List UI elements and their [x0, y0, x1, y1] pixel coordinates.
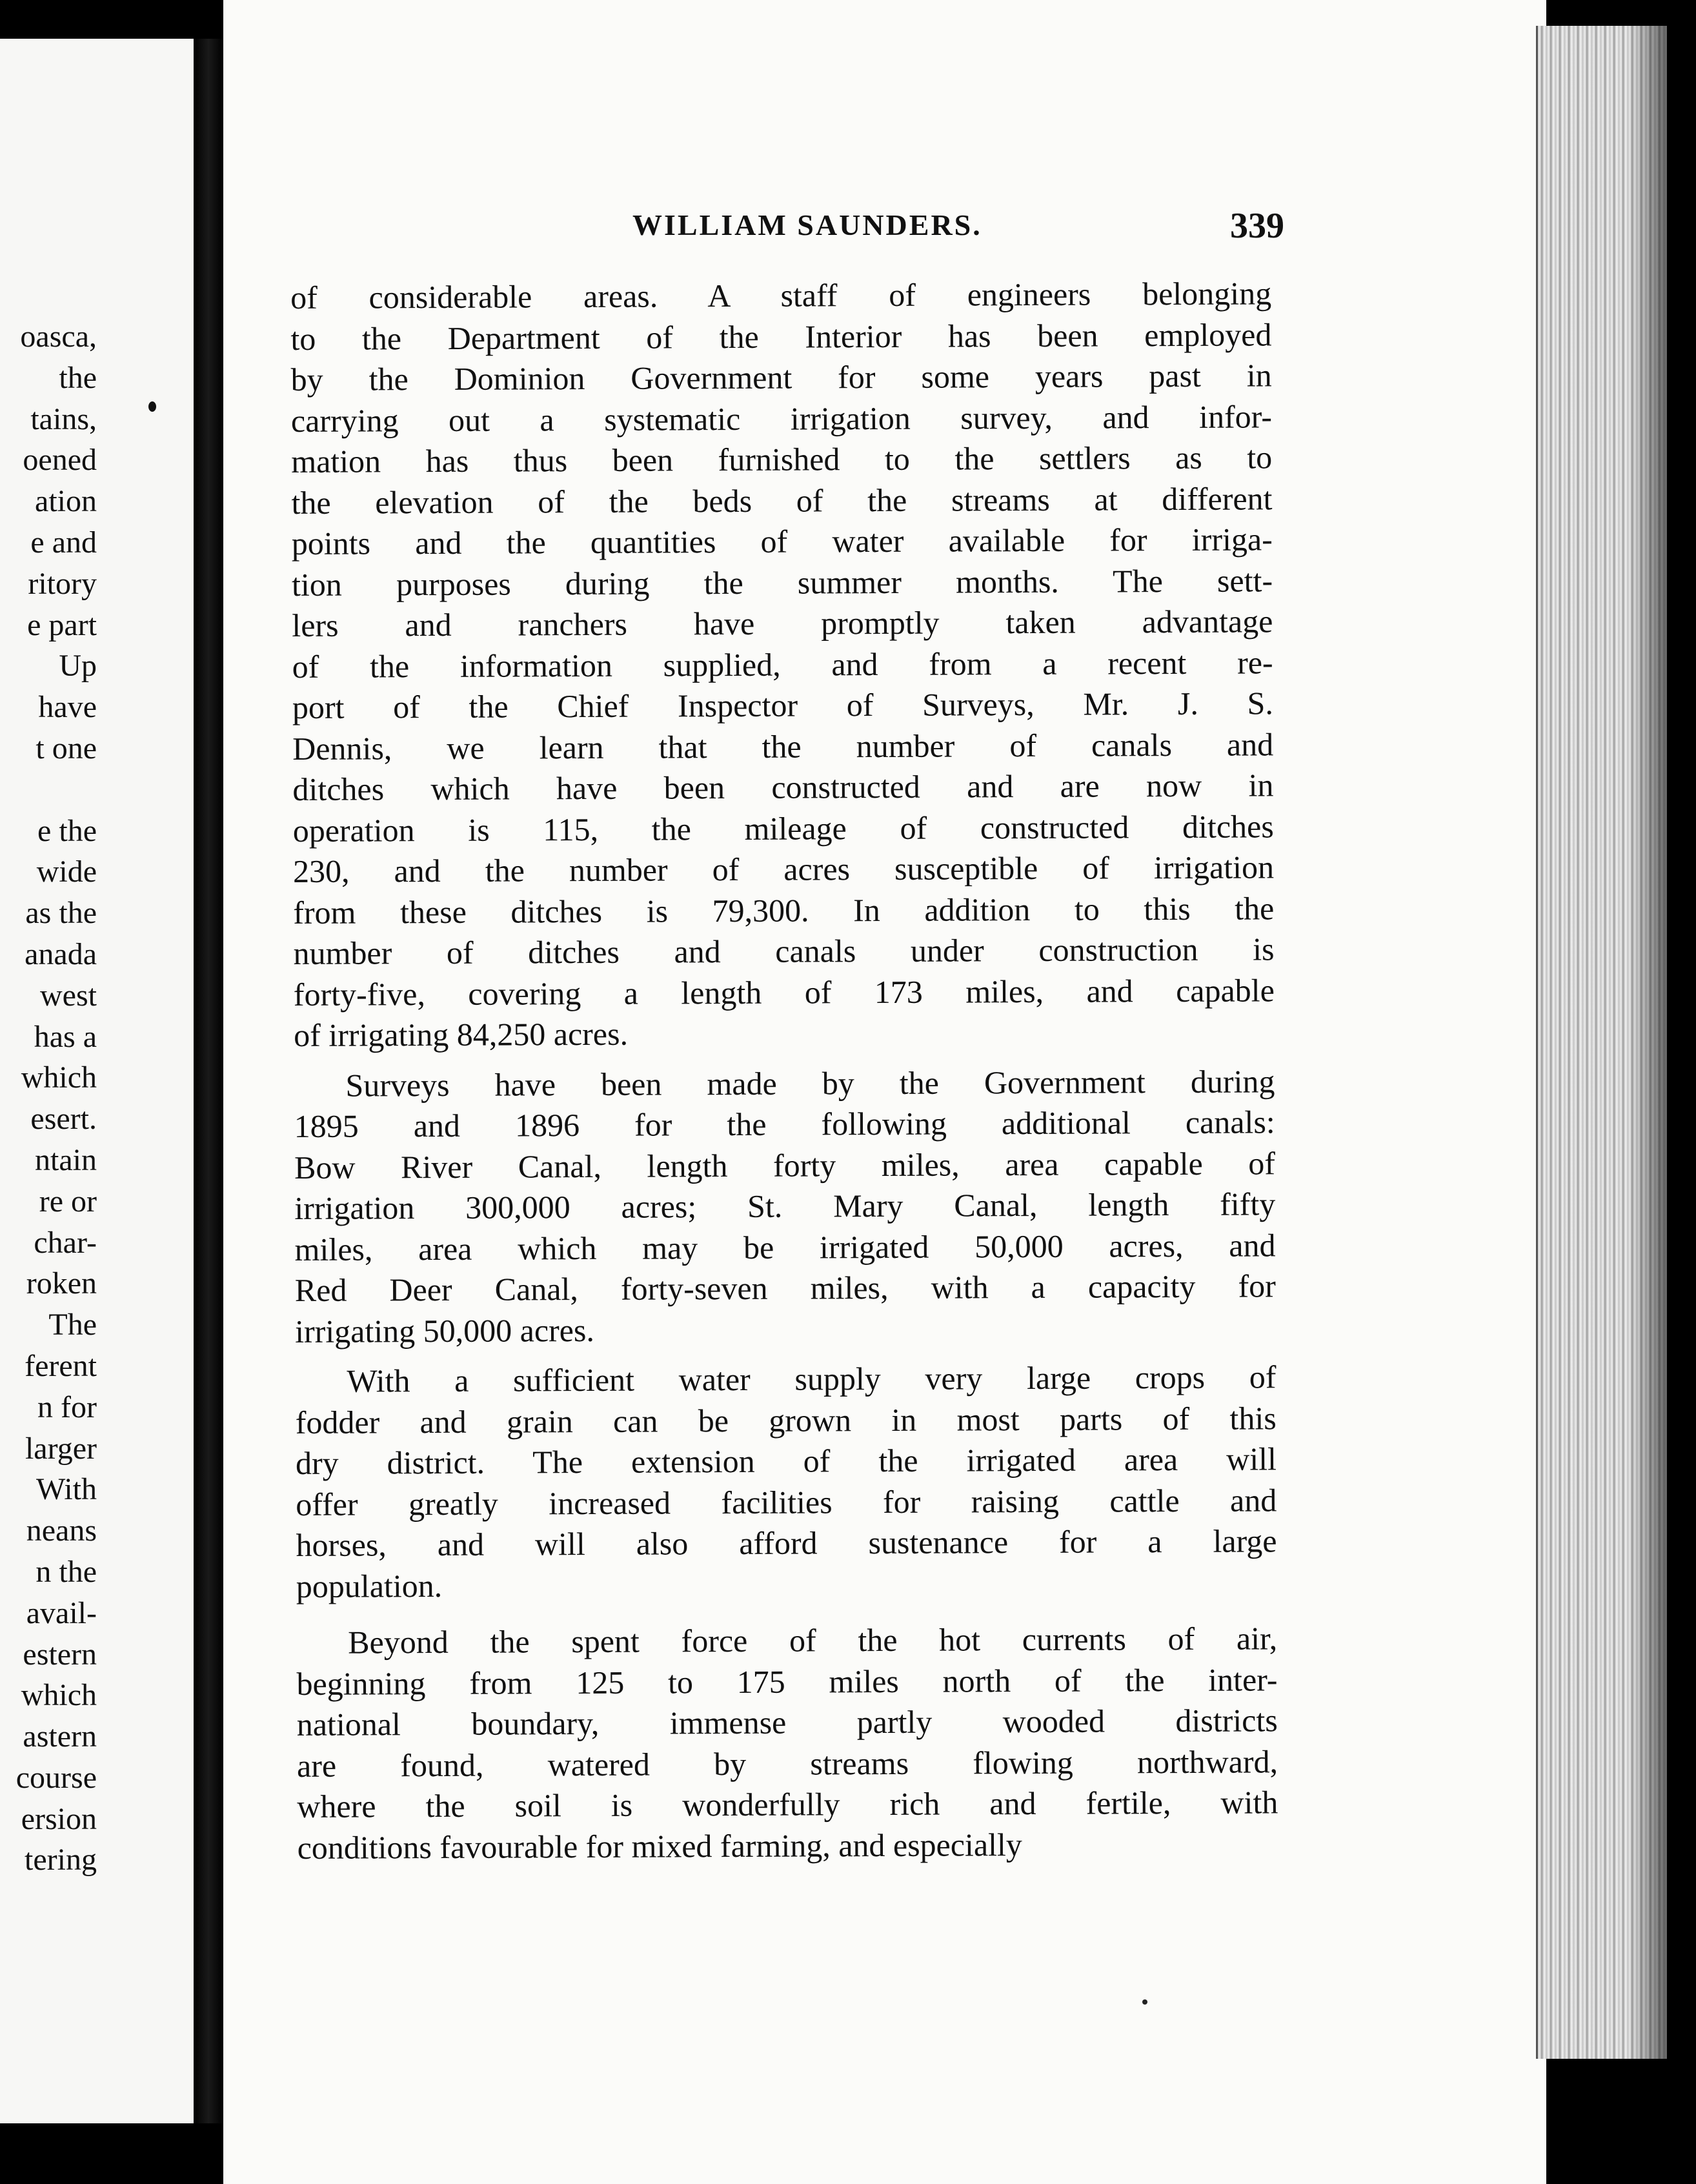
left-page-line: e and — [30, 525, 97, 560]
text-line: where the soil is wonderfully rich and fertile, with — [297, 1784, 1278, 1825]
paragraph — [290, 273, 1275, 1056]
left-page-line: char- — [34, 1225, 97, 1260]
left-page-line: neans — [26, 1513, 97, 1548]
left-page-line: roken — [26, 1266, 97, 1301]
text-line: dry district. The extension of the irrigated area will — [295, 1441, 1277, 1481]
left-page-line: e part — [27, 607, 97, 642]
text-line: to the Department of the Interior has been employed — [290, 316, 1272, 357]
left-page-line: oened — [23, 443, 97, 478]
left-page-line: ritory — [28, 566, 97, 601]
left-page-line: wide — [36, 854, 97, 889]
left-page-line: t one — [35, 731, 97, 765]
left-page-line: has a — [34, 1019, 97, 1054]
left-page-line: The — [48, 1308, 97, 1342]
left-page-line: tering — [25, 1843, 97, 1877]
text-line: Dennis, we learn that the number of canals and — [292, 725, 1274, 767]
text-line: Bow River Canal, length forty miles, area capable of — [294, 1144, 1276, 1186]
text-line: forty-five, covering a length of 173 miles, and capable — [293, 971, 1275, 1013]
text-line: national boundary, immense partly wooded districts — [296, 1702, 1278, 1743]
running-head — [407, 208, 1284, 253]
paragraph — [296, 1618, 1278, 1868]
text-line: tion purposes during the summer months. The sett- — [291, 561, 1273, 603]
text-line: from these ditches is 79,300. In addition to this the — [293, 889, 1275, 931]
text-line: irrigating 50,000 acres. — [295, 1311, 594, 1350]
left-page-line: ntain — [35, 1142, 97, 1177]
text-line: Surveys have been made by the Government during — [345, 1062, 1275, 1104]
left-page-line: n the — [35, 1554, 97, 1589]
left-page-line: Up — [59, 649, 97, 683]
text-line: conditions favourable for mixed farming, and especially — [297, 1826, 1022, 1866]
text-line: of the information supplied, and from a recent re- — [292, 643, 1273, 685]
left-page-line: ferent — [25, 1348, 97, 1383]
left-page-line: larger — [25, 1431, 97, 1466]
text-line: are found, watered by streams flowing northward, — [296, 1743, 1278, 1784]
left-page-line — [0, 769, 97, 811]
text-line: the elevation of the beds of the streams at different — [291, 480, 1273, 521]
text-line: irrigation 300,000 acres; St. Mary Canal, length fifty — [294, 1186, 1276, 1226]
margin-speck — [148, 401, 156, 412]
left-page-line: have — [38, 690, 97, 725]
text-line: beginning from 125 to 175 miles north of the inter- — [296, 1661, 1278, 1702]
text-line: fodder and grain can be grown in most parts of this — [295, 1399, 1277, 1441]
left-page-line: as the — [25, 896, 97, 931]
text-line: mation has thus been furnished to the settlers as to — [291, 439, 1273, 480]
text-line: 230, and the number of acres susceptible of irrigation — [292, 849, 1275, 889]
left-page-line: which — [21, 1678, 97, 1713]
left-page-line: re or — [39, 1184, 97, 1218]
text-line: points and the quantities of water available for irriga- — [291, 521, 1273, 561]
left-page-line: ation — [35, 484, 97, 519]
text-line: of irrigating 84,250 acres. — [294, 1015, 629, 1053]
text-line: Red Deer Canal, forty-seven miles, with a capacity for — [294, 1268, 1276, 1308]
left-page-line: avail- — [26, 1595, 97, 1630]
left-facing-page — [0, 39, 195, 2123]
text-line: by the Dominion Government for some years past in — [290, 357, 1272, 398]
book-gutter — [194, 39, 223, 2123]
page-number: 339 — [1230, 206, 1284, 246]
text-line: horses, and will also afford sustenance for a large — [296, 1522, 1277, 1563]
left-page-line: ersion — [21, 1801, 97, 1836]
text-line: lers and ranchers have promptly taken advantage — [292, 603, 1273, 643]
text-line: of considerable areas. A staff of engineers belonging — [290, 275, 1272, 316]
left-page-line: e the — [37, 813, 97, 848]
left-page-line: esert. — [30, 1102, 97, 1137]
left-page-text — [0, 316, 97, 1881]
left-page-line: the — [59, 360, 97, 395]
text-line: operation is 115, the mileage of constructed ditches — [292, 807, 1274, 849]
left-page-line: With — [35, 1472, 97, 1507]
running-title: WILLIAM SAUNDERS. — [632, 208, 982, 241]
text-line: Beyond the spent force of the hot currents of air, — [348, 1620, 1278, 1661]
left-page-line: which — [21, 1060, 97, 1095]
paragraph — [294, 1061, 1276, 1352]
left-page-line: oasca, — [20, 319, 97, 354]
text-line: port of the Chief Inspector of Surveys, Mr. J. S. — [292, 685, 1274, 725]
body-text — [290, 273, 1278, 1868]
text-line: ditches which have been constructed and are now in — [292, 767, 1274, 807]
left-page-line: tains, — [30, 401, 97, 436]
text-line: With a sufficient water supply very large crops of — [347, 1359, 1277, 1399]
left-page-line: course — [15, 1760, 97, 1795]
text-line: miles, area which may be irrigated 50,000 acres, and — [294, 1226, 1276, 1268]
text-line: carrying out a systematic irrigation survey, and infor- — [290, 398, 1273, 439]
text-line: number of ditches and canals under construction is — [293, 931, 1275, 971]
speck-mark — [1142, 1999, 1147, 2005]
left-page-line: astern — [23, 1719, 97, 1754]
page-edges — [1536, 26, 1667, 2059]
paragraph — [295, 1357, 1277, 1607]
left-page-line: estern — [23, 1637, 97, 1672]
left-page-line: west — [40, 978, 97, 1013]
text-line: population. — [296, 1567, 443, 1604]
text-line: offer greatly increased facilities for raising cattle and — [296, 1481, 1277, 1522]
left-page-line: anada — [25, 936, 97, 971]
text-line: 1895 and 1896 for the following additional canals: — [294, 1104, 1275, 1144]
left-page-line: n for — [37, 1390, 97, 1424]
